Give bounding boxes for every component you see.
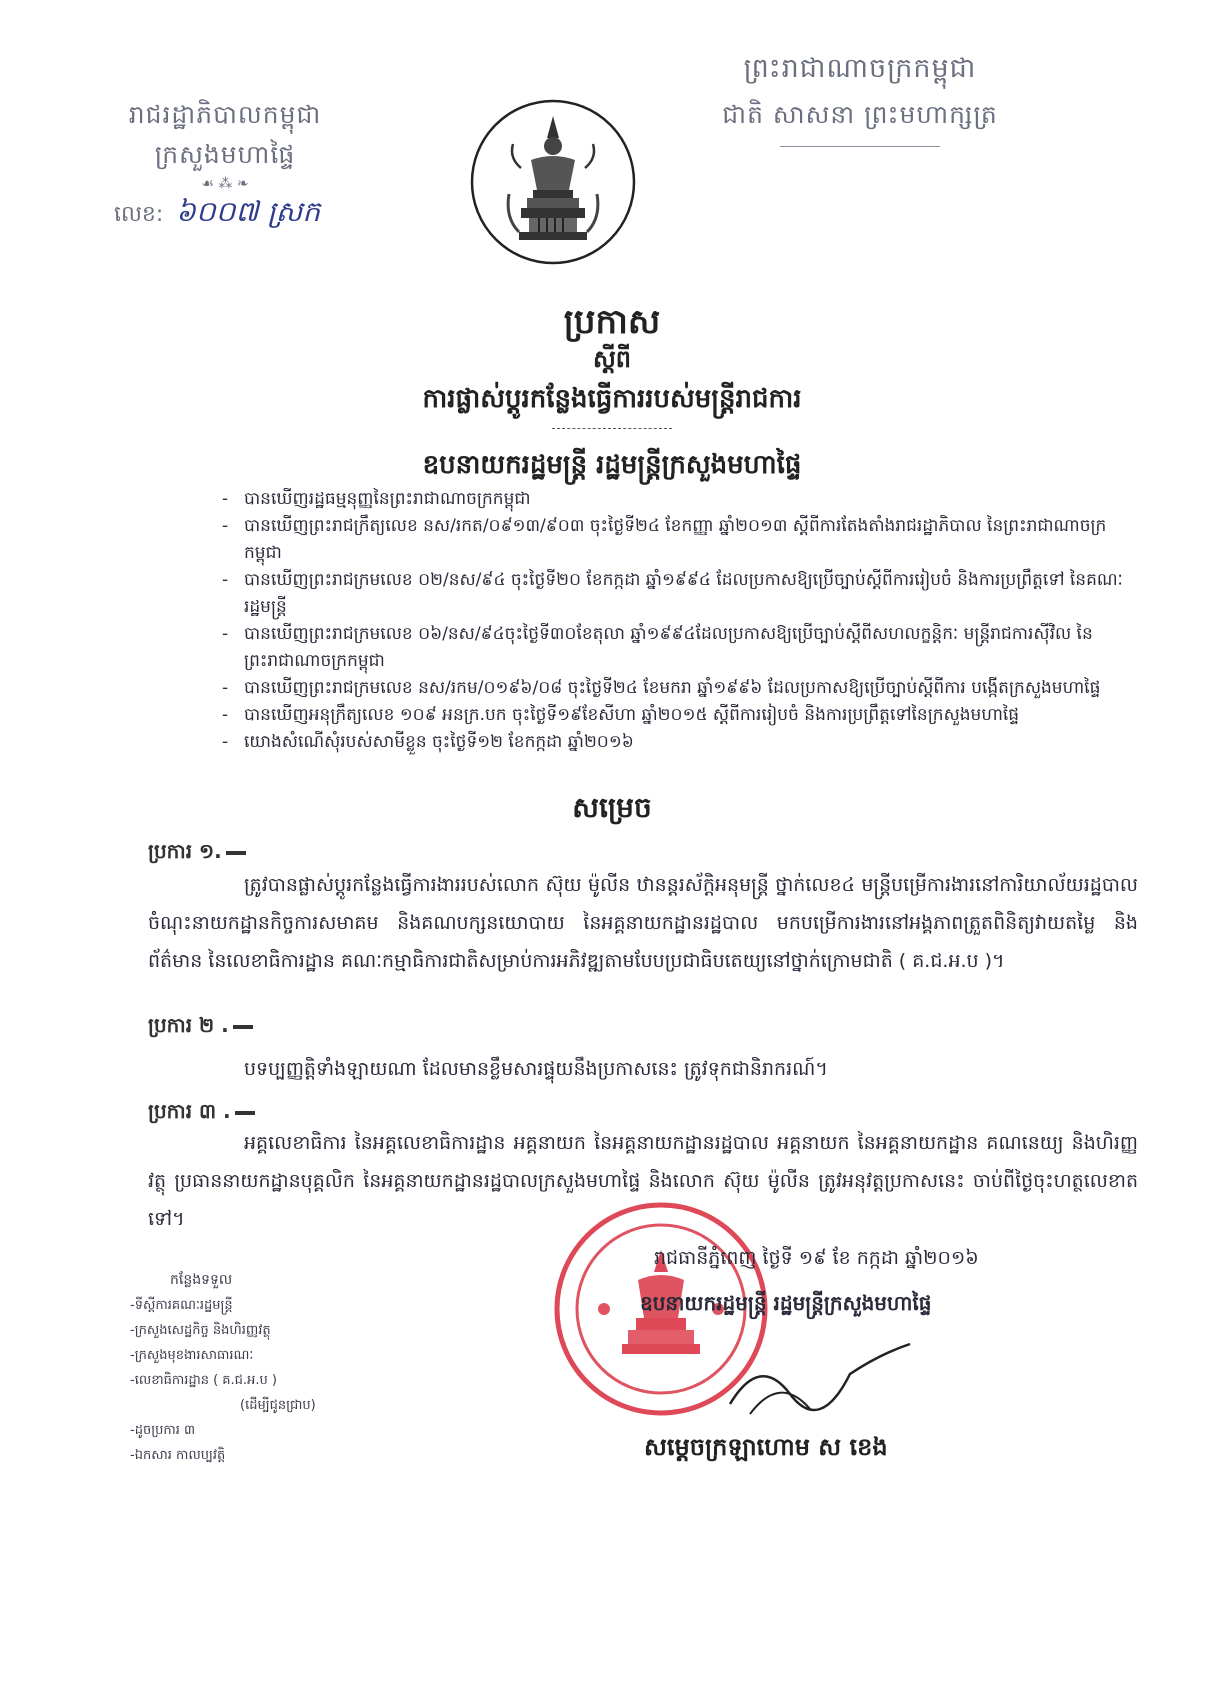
recipient-item: -ឯកសារ កាលប្បវត្តិ — [130, 1448, 226, 1463]
number-label: លេខ: — [114, 202, 164, 227]
recital-item: - បានឃើញព្រះរាជក្រមលេខ ០២/នស/៩៤ ចុះថ្ងៃទី២០ ខែកក្កដា ឆ្នាំ១៩៩៤ ដែលប្រកាសឱ្យប្រើច្បាប់ស្តីពីការរៀបចំ និងការប្រព្រឹត្តទៅ នៃគណៈរដ្ឋមន្ត្រី — [222, 567, 1132, 621]
recital-item: - បានឃើញព្រះរាជក្រមលេខ នស/រកម/០១៩៦/០៨ ចុះថ្ងៃទី២៤ ខែមករា ឆ្នាំ១៩៩៦ ដែលប្រកាសឱ្យប្រើច្បាប់ស្តីពីការ បង្កើតក្រសួងមហាផ្ទៃ — [222, 675, 1132, 702]
national-motto: ជាតិ សាសនា ព្រះមហាក្សត្រ — [722, 100, 998, 129]
article-2-label: ប្រការ ២ . — [148, 1013, 229, 1037]
recital-item: - បានឃើញព្រះរាជក្រឹត្យលេខ នស/រកត/០៩១៣/៩០៣ ចុះថ្ងៃទី២៤ ខែកញ្ញា ឆ្នាំ២០១៣ ស្តីពីការតែងតាំងរាជរដ្ឋាភិបាល នៃព្រះរាជាណាចក្រកម្ពុជា — [222, 513, 1132, 567]
recitals-list — [222, 486, 1132, 756]
recital-item: - បានឃើញរដ្ឋធម្មនុញ្ញនៃព្រះរាជាណាចក្រកម្ពុជា — [222, 486, 1132, 513]
article-3-body: អគ្គលេខាធិការ នៃអគ្គលេខាធិការដ្ឋាន អគ្គនាយក នៃអគ្គនាយកដ្ឋានរដ្ឋបាល អគ្គនាយក នៃអគ្គនាយកដ្ឋាន គណនេយ្យ និងហិរញ្ញវត្ថុ ប្រធាននាយកដ្ឋានបុគ្គលិក នៃអគ្គនាយកដ្ឋានរដ្ឋបាលក្រសួងមហាផ្ទៃ និងលោក ស៊ុយ ម៉ូលីន ត្រូវអនុវត្តប្រកាសនេះ ចាប់ពីថ្ងៃចុះហត្ថលេខាតទៅ។ — [148, 1132, 1138, 1230]
signatory-name: សម្តេចក្រឡាហោម ស ខេង — [644, 1433, 888, 1461]
header-ornament: ☙ ⁂ ❧ — [201, 176, 249, 192]
handwritten-signature-icon — [720, 1334, 920, 1424]
signatory-title: ឧបនាយករដ្ឋមន្ត្រី រដ្ឋមន្ត្រីក្រសួងមហាផ្ទៃ — [640, 1291, 932, 1315]
subject-divider — [552, 428, 672, 429]
recipient-item: -ដូចប្រការ ៣ — [130, 1423, 196, 1438]
recipient-item: -លេខាធិការដ្ឋាន ( គ.ជ.អ.ប ) — [130, 1373, 277, 1388]
recital-item: - បានឃើញព្រះរាជក្រមលេខ ០៦/នស/៩៤ចុះថ្ងៃទី៣០ខែតុលា ឆ្នាំ១៩៩៤ដែលប្រកាសឱ្យប្រើច្បាប់ស្តីពីសហលក្ខន្តិកៈ មន្ត្រីរាជការស៊ីវិល នៃព្រះរាជាណាចក្រកម្ពុជា — [222, 621, 1132, 675]
document-about: ស្តីពី — [592, 345, 632, 373]
article-2-body: បទប្បញ្ញត្តិទាំងឡាយណា ដែលមានខ្លឹមសារផ្ទុយនឹងប្រកាសនេះ ត្រូវទុកជានិរាករណ៍។ — [244, 1058, 828, 1080]
article-1-label: ប្រការ ១. — [148, 839, 222, 863]
recipient-item: -ក្រសួងសេដ្ឋកិច្ច និងហិរញ្ញវត្ថុ — [130, 1323, 271, 1338]
article-3-label: ប្រការ ៣ . — [148, 1099, 231, 1123]
recipients-heading: កន្លែងទទួល — [170, 1272, 233, 1288]
issuer-title: ឧបនាយករដ្ឋមន្ត្រី រដ្ឋមន្ត្រីក្រសួងមហាផ្ទៃ — [422, 450, 802, 480]
recital-item: - បានឃើញអនុក្រឹត្យលេខ ១០៩ អនក្រ.បក ចុះថ្ងៃទី១៩ខែសីហា ឆ្នាំ២០១៥ ស្តីពីការរៀបចំ និងការប្រព្រឹត្តទៅនៃក្រសួងមហាផ្ទៃ — [222, 702, 1132, 729]
motto-divider — [780, 146, 940, 147]
article-1-heading — [148, 838, 246, 868]
article-1-body: ត្រូវបានផ្លាស់ប្តូរកន្លែងធ្វើការងាររបស់លោក ស៊ុយ ម៉ូលីន ឋានន្តរស័ក្តិអនុមន្ត្រី ថ្នាក់លេខ៤ មន្ត្រីបម្រើការងារនៅការិយាល័យរដ្ឋបាល ចំណុះនាយកដ្ឋានកិច្ចការសមាគម និងគណបក្សនយោបាយ នៃអគ្គនាយកដ្ឋានរដ្ឋបាល មកបម្រើការងារនៅអង្គភាពត្រួតពិនិត្យវាយតម្លៃ និងព័ត៌មាន នៃលេខាធិការដ្ឋាន គណៈកម្មាធិការជាតិសម្រាប់ការអភិវឌ្ឍតាមបែបប្រជាធិបតេយ្យនៅថ្នាក់ក្រោមជាតិ ( គ.ជ.អ.ប )។ — [148, 874, 1138, 972]
document-type: ប្រកាស — [563, 302, 661, 342]
recipient-item: -ក្រសួងមុខងារសាធារណៈ — [130, 1348, 254, 1363]
document-subject: ការផ្លាស់ប្តូរកន្លែងធ្វើការរបស់មន្ត្រីរាជការ — [422, 384, 802, 414]
reference-number: ៦០០៧ ស្រក — [176, 195, 321, 228]
decision-heading: សម្រេច — [572, 791, 652, 824]
ministry-name: ក្រសួងមហាផ្ទៃ — [154, 140, 296, 169]
royal-emblem-icon — [469, 98, 637, 266]
kingdom-name: ព្រះរាជាណាចក្រកម្ពុជា — [743, 53, 977, 84]
article-2-heading — [148, 1012, 253, 1042]
recipient-note: (ដើម្បីជូនជ្រាប) — [240, 1398, 316, 1413]
recipient-item: -ទីស្តីការគណៈរដ្ឋមន្ត្រី — [130, 1298, 233, 1313]
government-name: រាជរដ្ឋាភិបាលកម្ពុជា — [128, 100, 322, 129]
recipients-block — [130, 1268, 390, 1468]
recital-item: - យោងសំណើសុំរបស់សាមីខ្លួន ចុះថ្ងៃទី១២ ខែកក្កដា ឆ្នាំ២០១៦ — [222, 729, 1132, 756]
date-line: រាជធានីភ្នំពេញ ថ្ងៃទី ១៩ ខែ កក្កដា ឆ្នាំ២០១៦ — [654, 1247, 979, 1269]
